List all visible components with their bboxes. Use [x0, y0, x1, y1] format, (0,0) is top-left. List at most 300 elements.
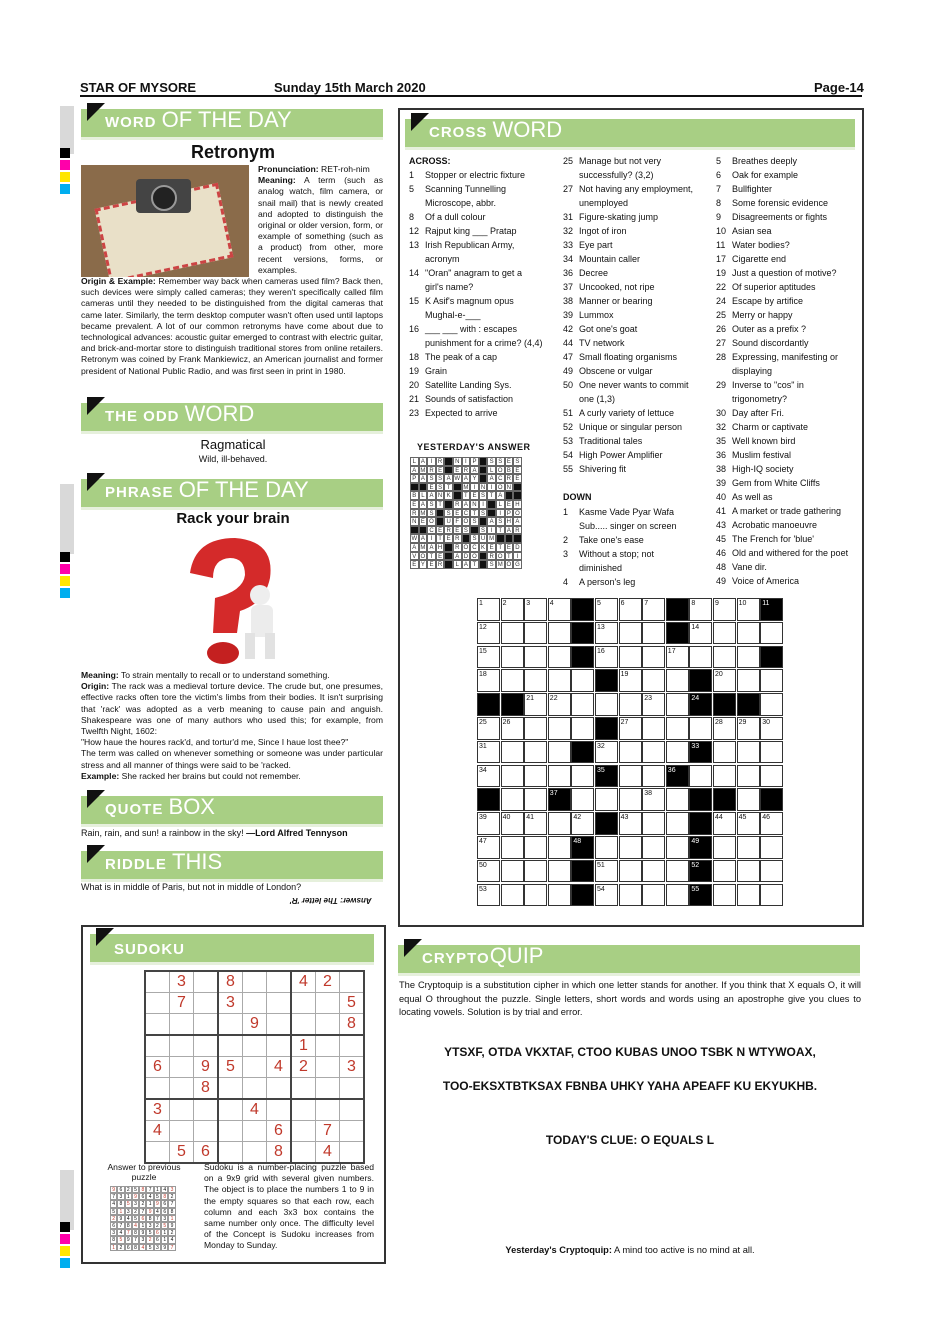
- crossword-cell[interactable]: 12: [477, 622, 500, 645]
- sudoku-cell[interactable]: [267, 1035, 292, 1057]
- clue-text: Uncooked, not ripe: [579, 282, 655, 292]
- crossword-cell[interactable]: [760, 765, 783, 788]
- crossword-cell[interactable]: [642, 836, 665, 859]
- print-band: [60, 484, 74, 554]
- crossword-cell[interactable]: [737, 669, 760, 692]
- sudoku-cell[interactable]: 8: [194, 1078, 219, 1100]
- sudoku-cell[interactable]: [218, 1035, 243, 1057]
- sudoku-cell[interactable]: [316, 1014, 340, 1036]
- crossword-cell[interactable]: [713, 646, 736, 669]
- crossword-cell[interactable]: [666, 884, 689, 907]
- clue-text: Sound discordantly: [732, 338, 809, 348]
- crossword-cell[interactable]: 17: [666, 646, 689, 669]
- mini-cell: S: [479, 509, 488, 518]
- crossword-block: 33: [689, 741, 712, 764]
- crossword-cell[interactable]: 4: [548, 598, 571, 621]
- crossword-cell[interactable]: 15: [477, 646, 500, 669]
- crossword-cell[interactable]: [713, 765, 736, 788]
- crossword-cell[interactable]: 32: [595, 741, 618, 764]
- crossword-cell[interactable]: [713, 741, 736, 764]
- sudoku-cell[interactable]: [267, 1099, 292, 1121]
- mini-cell: S: [444, 509, 453, 518]
- sudoku-cell[interactable]: [243, 1057, 267, 1078]
- mini-cell: S: [436, 474, 445, 483]
- crossword-cell[interactable]: [642, 765, 665, 788]
- sudoku-cell[interactable]: [291, 993, 316, 1014]
- cryptoquip-line1: YTSXF, OTDA VKXTAF, CTOO KUBAS UNOO TSBK N WTYWOAX,: [444, 1045, 816, 1059]
- sudoku-cell[interactable]: 4: [243, 1099, 267, 1121]
- crossword-cell[interactable]: [642, 717, 665, 740]
- sudoku-cell[interactable]: [291, 1099, 316, 1121]
- prev-sudoku-cell: 2: [168, 1193, 175, 1200]
- sudoku-cell[interactable]: [243, 1078, 267, 1100]
- crossword-cell[interactable]: 42: [571, 812, 594, 835]
- crossword-cell[interactable]: [666, 860, 689, 883]
- sudoku-cell[interactable]: 8: [218, 971, 243, 993]
- crossword-cell[interactable]: [571, 693, 594, 716]
- prev-sudoku-cell: 9: [139, 1229, 146, 1236]
- mini-cell: D: [462, 552, 471, 561]
- sudoku-cell[interactable]: 5: [170, 1142, 194, 1164]
- phrase-title: Rack your brain: [176, 510, 290, 527]
- sudoku-cell[interactable]: [218, 1078, 243, 1100]
- clue-text: Manage but not very: [579, 156, 662, 166]
- sudoku-cell[interactable]: [170, 1078, 194, 1100]
- crossword-cell[interactable]: 9: [713, 598, 736, 621]
- crossword-cell[interactable]: [713, 622, 736, 645]
- crossword-cell[interactable]: 26: [501, 717, 524, 740]
- crossword-cell[interactable]: [524, 884, 547, 907]
- crossword-cell[interactable]: [619, 646, 642, 669]
- crossword-cell[interactable]: 10: [737, 598, 760, 621]
- crossword-cell[interactable]: 22: [548, 693, 571, 716]
- crossword-cell[interactable]: [619, 741, 642, 764]
- mini-cell: P: [505, 509, 514, 518]
- crossword-cell[interactable]: [595, 836, 618, 859]
- crossword-cell[interactable]: [642, 622, 665, 645]
- clue: [563, 294, 693, 308]
- crossword-cell[interactable]: 43: [619, 812, 642, 835]
- crossword-cell[interactable]: [501, 741, 524, 764]
- crossword-cell[interactable]: 44: [713, 812, 736, 835]
- crossword-cell[interactable]: [501, 646, 524, 669]
- sudoku-cell[interactable]: [267, 1014, 292, 1036]
- crossword-cell[interactable]: 53: [477, 884, 500, 907]
- mini-cell: [479, 466, 488, 475]
- crossword-cell[interactable]: 40: [501, 812, 524, 835]
- prev-sudoku-cell: 1: [154, 1186, 161, 1193]
- crossword-cell[interactable]: [737, 622, 760, 645]
- crossword-cell[interactable]: [524, 669, 547, 692]
- crossword-cell[interactable]: 27: [619, 717, 642, 740]
- crossword-cell[interactable]: [501, 622, 524, 645]
- sudoku-cell[interactable]: [218, 1142, 243, 1164]
- sudoku-cell[interactable]: 8: [267, 1142, 292, 1164]
- clue-number: 32: [716, 422, 727, 432]
- crossword-cell[interactable]: [737, 884, 760, 907]
- sudoku-cell[interactable]: [194, 993, 219, 1014]
- crossword-cell[interactable]: [595, 788, 618, 811]
- mini-cell: N: [453, 457, 462, 466]
- sudoku-cell[interactable]: [340, 1035, 365, 1057]
- crossword-cell[interactable]: 14: [689, 622, 712, 645]
- sudoku-cell[interactable]: [145, 1035, 170, 1057]
- crossword-cell[interactable]: [689, 717, 712, 740]
- crossword-cell[interactable]: [619, 884, 642, 907]
- crossword-cell[interactable]: 3: [524, 598, 547, 621]
- sudoku-cell[interactable]: 1: [291, 1035, 316, 1057]
- sudoku-cell[interactable]: [340, 1099, 365, 1121]
- clue: [409, 280, 543, 294]
- clue-number: 23: [409, 408, 420, 418]
- crossword-cell[interactable]: [524, 788, 547, 811]
- mini-cell: N: [436, 491, 445, 500]
- prev-sudoku-cell: 8: [132, 1229, 139, 1236]
- clue-number: 18: [409, 352, 420, 362]
- mini-cell: [453, 491, 462, 500]
- mini-cell: W: [454, 476, 461, 483]
- prev-sudoku-cell: 4: [110, 1200, 117, 1207]
- sudoku-cell[interactable]: [267, 993, 292, 1014]
- sudoku-cell[interactable]: [243, 1121, 267, 1142]
- crossword-cell[interactable]: 50: [477, 860, 500, 883]
- sudoku-cell[interactable]: [340, 1078, 365, 1100]
- sudoku-cell[interactable]: [340, 1142, 365, 1164]
- crossword-cell[interactable]: [571, 669, 594, 692]
- down-label: DOWN: [563, 492, 592, 502]
- sudoku-cell[interactable]: 4: [291, 971, 316, 993]
- sudoku-cell[interactable]: 6: [267, 1121, 292, 1142]
- sudoku-cell[interactable]: [145, 993, 170, 1014]
- clue: [716, 182, 848, 196]
- crossword-cell[interactable]: 45: [737, 812, 760, 835]
- sudoku-cell[interactable]: 4: [267, 1057, 292, 1078]
- sudoku-cell[interactable]: 5: [340, 993, 365, 1014]
- crossword-cell[interactable]: [548, 884, 571, 907]
- sudoku-cell[interactable]: [316, 993, 340, 1014]
- sudoku-cell[interactable]: [170, 1121, 194, 1142]
- crossword-cell[interactable]: [571, 765, 594, 788]
- crossword-cell[interactable]: 47: [477, 836, 500, 859]
- crossword-cell[interactable]: 2: [501, 598, 524, 621]
- clue-text: trigonometry?: [732, 394, 788, 404]
- crossword-cell[interactable]: [619, 765, 642, 788]
- down-clues-1: [563, 505, 677, 589]
- crossword-cell[interactable]: 7: [642, 598, 665, 621]
- clue: [409, 378, 543, 392]
- cryptoquip-intro: The Cryptoquip is a substitution cipher in which one letter stands for another. If you think that X equals O, it will equal O throughout the puzzle. Single letters, short words and words using an apostrophe give you clues to locating vowels. Solution is by trial and error.: [399, 980, 861, 1017]
- sudoku-cell[interactable]: 6: [145, 1057, 170, 1078]
- crossword-cell[interactable]: 13: [595, 622, 618, 645]
- crossword-cell[interactable]: 34: [477, 765, 500, 788]
- sudoku-cell[interactable]: 7: [316, 1121, 340, 1142]
- clue-text: "Oran" anagram to get a: [425, 268, 522, 278]
- across-clues-2: [563, 154, 693, 476]
- sudoku-cell[interactable]: [218, 1014, 243, 1036]
- mini-cell: N: [410, 517, 419, 526]
- mini-cell: C: [462, 509, 471, 518]
- crossword-cell[interactable]: 30: [760, 717, 783, 740]
- clue-text: Lummox: [579, 310, 614, 320]
- clue: [716, 322, 848, 336]
- crossword-block: 11: [760, 598, 783, 621]
- crossword-cell[interactable]: [760, 622, 783, 645]
- crossword-cell[interactable]: [548, 622, 571, 645]
- crossword-cell[interactable]: [501, 765, 524, 788]
- prev-sudoku-cell: 3: [132, 1200, 139, 1207]
- clue: [716, 294, 848, 308]
- crossword-cell[interactable]: [666, 741, 689, 764]
- crossword-cell[interactable]: [642, 884, 665, 907]
- sudoku-cell[interactable]: [194, 971, 219, 993]
- sudoku-cell[interactable]: [316, 1099, 340, 1121]
- sudoku-cell[interactable]: [291, 1014, 316, 1036]
- crossword-cell[interactable]: [501, 860, 524, 883]
- sudoku-cell[interactable]: [145, 1014, 170, 1036]
- prev-sudoku-cell: 1: [117, 1208, 124, 1215]
- sudoku-cell[interactable]: [267, 971, 292, 993]
- mini-cell: E: [505, 500, 514, 509]
- crossword-cell[interactable]: [619, 836, 642, 859]
- crossword-cell[interactable]: 31: [477, 741, 500, 764]
- clue: [716, 532, 848, 546]
- prev-sudoku-cell: 9: [168, 1222, 175, 1229]
- crossword-cell[interactable]: [524, 646, 547, 669]
- crossword-cell[interactable]: [737, 741, 760, 764]
- sudoku-cell[interactable]: [267, 1078, 292, 1100]
- clue: [563, 406, 693, 420]
- crossword-cell[interactable]: [760, 884, 783, 907]
- sudoku-cell[interactable]: [340, 1121, 365, 1142]
- crossword-cell[interactable]: 46: [760, 812, 783, 835]
- crossword-cell[interactable]: [737, 765, 760, 788]
- crossword-cell[interactable]: 21: [524, 693, 547, 716]
- crossword-cell[interactable]: [642, 812, 665, 835]
- crossword-cell[interactable]: [642, 646, 665, 669]
- crossword-cell[interactable]: [642, 741, 665, 764]
- sudoku-cell[interactable]: 3: [145, 1099, 170, 1121]
- crossword-cell[interactable]: [524, 717, 547, 740]
- mini-cell: [513, 483, 522, 492]
- crossword-cell[interactable]: [666, 812, 689, 835]
- sudoku-cell[interactable]: [218, 1099, 243, 1121]
- sudoku-cell[interactable]: [170, 1057, 194, 1078]
- crossword-cell[interactable]: 38: [642, 788, 665, 811]
- crossword-cell[interactable]: [501, 669, 524, 692]
- prev-sudoku-cell: 4: [139, 1244, 146, 1251]
- crossword-cell[interactable]: [595, 693, 618, 716]
- mini-cell: O: [497, 484, 503, 491]
- sudoku-cell[interactable]: 6: [194, 1142, 219, 1164]
- mini-cell: R: [410, 509, 419, 518]
- crossword-cell[interactable]: 19: [619, 669, 642, 692]
- across-clues-1: [409, 168, 543, 420]
- sudoku-cell[interactable]: 3: [340, 1057, 365, 1078]
- prev-sudoku-cell: 7: [146, 1186, 153, 1193]
- clue-text: Scanning Tunnelling: [425, 184, 507, 194]
- crossword-cell[interactable]: [760, 693, 783, 716]
- crossword-cell[interactable]: 39: [477, 812, 500, 835]
- sudoku-cell[interactable]: [291, 1078, 316, 1100]
- crossword-cell[interactable]: [713, 860, 736, 883]
- crossword-cell[interactable]: [548, 812, 571, 835]
- crossword-cell[interactable]: [666, 836, 689, 859]
- crossword-cell[interactable]: [737, 788, 760, 811]
- sudoku-cell[interactable]: [316, 1057, 340, 1078]
- crossword-cell[interactable]: 29: [737, 717, 760, 740]
- crossword-cell[interactable]: [666, 693, 689, 716]
- sudoku-cell[interactable]: [316, 1078, 340, 1100]
- mini-cell: [496, 534, 505, 543]
- sudoku-cell[interactable]: 4: [145, 1121, 170, 1142]
- crossword-cell[interactable]: [689, 646, 712, 669]
- sudoku-cell[interactable]: [291, 1121, 316, 1142]
- clue-number: 25: [563, 156, 574, 166]
- clue-number: 47: [563, 352, 574, 362]
- crossword-block: [760, 788, 783, 811]
- crossword-cell[interactable]: 5: [595, 598, 618, 621]
- sudoku-cell[interactable]: 3: [218, 993, 243, 1014]
- crossword-cell[interactable]: [524, 765, 547, 788]
- sudoku-cell[interactable]: [170, 1099, 194, 1121]
- sudoku-cell[interactable]: 8: [340, 1014, 365, 1036]
- sudoku-cell[interactable]: [194, 1014, 219, 1036]
- sudoku-cell[interactable]: [291, 1142, 316, 1164]
- crossword-cell[interactable]: [642, 860, 665, 883]
- sudoku-cell[interactable]: [243, 1142, 267, 1164]
- sudoku-cell[interactable]: 9: [243, 1014, 267, 1036]
- crossword-cell[interactable]: [760, 741, 783, 764]
- crossword-cell[interactable]: [737, 836, 760, 859]
- prev-sudoku-cell: 6: [154, 1229, 161, 1236]
- crossword-banner: CROSS WORD: [405, 119, 855, 150]
- crossword-cell[interactable]: 51: [595, 860, 618, 883]
- sudoku-cell[interactable]: [340, 971, 365, 993]
- crossword-cell[interactable]: 8: [689, 598, 712, 621]
- cryptoquip-line2: TOO-EKSXTBTKSAX FBNBA UHKY YAHA APEAFF KU EKYUKHB.: [442, 1079, 818, 1093]
- crossword-cell[interactable]: [501, 836, 524, 859]
- mini-cell: S: [462, 526, 471, 535]
- sudoku-cell[interactable]: 5: [218, 1057, 243, 1078]
- sudoku-cell[interactable]: 9: [194, 1057, 219, 1078]
- crossword-cell[interactable]: 23: [642, 693, 665, 716]
- sudoku-cell[interactable]: 2: [291, 1057, 316, 1078]
- crossword-cell[interactable]: [548, 646, 571, 669]
- crossword-cell[interactable]: 1: [477, 598, 500, 621]
- sudoku-cell[interactable]: [145, 1078, 170, 1100]
- crossword-cell[interactable]: [571, 788, 594, 811]
- sudoku-cell[interactable]: [243, 1035, 267, 1057]
- crossword-cell[interactable]: [501, 884, 524, 907]
- sudoku-cell[interactable]: [145, 971, 170, 993]
- crossword-cell[interactable]: [619, 693, 642, 716]
- crossword-cell[interactable]: 41: [524, 812, 547, 835]
- sudoku-cell[interactable]: [194, 1121, 219, 1142]
- clue: [563, 224, 693, 238]
- sudoku-cell[interactable]: 2: [316, 971, 340, 993]
- sudoku-cell[interactable]: [243, 993, 267, 1014]
- sudoku-cell[interactable]: 3: [170, 971, 194, 993]
- sudoku-cell[interactable]: [243, 971, 267, 993]
- crossword-cell[interactable]: [571, 717, 594, 740]
- sudoku-cell[interactable]: [218, 1121, 243, 1142]
- crossword-cell[interactable]: 25: [477, 717, 500, 740]
- prev-sudoku-cell: 4: [146, 1193, 153, 1200]
- mini-cell: [479, 517, 488, 526]
- crossword-cell[interactable]: [666, 669, 689, 692]
- crossword-cell[interactable]: [689, 765, 712, 788]
- sudoku-cell[interactable]: [316, 1035, 340, 1057]
- crossword-cell[interactable]: [666, 717, 689, 740]
- crossword-block: [689, 812, 712, 835]
- crossword-cell[interactable]: [619, 622, 642, 645]
- prev-sudoku-cell: 7: [168, 1244, 175, 1251]
- crossword-cell[interactable]: [524, 622, 547, 645]
- crossword-cell[interactable]: [524, 860, 547, 883]
- crossword-cell[interactable]: [737, 646, 760, 669]
- mini-cell: S: [487, 457, 496, 466]
- mini-cell: T: [505, 552, 514, 561]
- crossword-cell[interactable]: [524, 836, 547, 859]
- clue-text: Satellite Landing Sys.: [425, 380, 512, 390]
- word-title: Retronym: [190, 142, 275, 162]
- crossword-cell[interactable]: [619, 788, 642, 811]
- crossword-cell[interactable]: [524, 741, 547, 764]
- prev-sudoku-cell: 3: [161, 1215, 168, 1222]
- clue-number: 21: [409, 394, 420, 404]
- crossword-cell[interactable]: 54: [595, 884, 618, 907]
- crossword-cell[interactable]: [548, 836, 571, 859]
- crossword-cell[interactable]: [501, 788, 524, 811]
- crossword-cell[interactable]: [713, 836, 736, 859]
- clue-text: Mughal-e-___: [425, 310, 481, 320]
- crossword-cell[interactable]: [548, 765, 571, 788]
- clue-text: Some forensic evidence: [732, 198, 829, 208]
- clue: [716, 210, 848, 224]
- clue: [409, 322, 543, 336]
- crossword-cell[interactable]: [760, 836, 783, 859]
- clue-text: Microscope, abbr.: [425, 198, 497, 208]
- crossword-cell[interactable]: [760, 860, 783, 883]
- mini-cell: P: [410, 474, 419, 483]
- sudoku-cell[interactable]: [170, 1014, 194, 1036]
- crossword-cell[interactable]: 16: [595, 646, 618, 669]
- crossword-cell[interactable]: 6: [619, 598, 642, 621]
- sudoku-cell[interactable]: [170, 1035, 194, 1057]
- crossword-cell[interactable]: [548, 717, 571, 740]
- prev-sudoku-cell: 9: [132, 1193, 139, 1200]
- sudoku-cell[interactable]: 7: [170, 993, 194, 1014]
- sudoku-cell[interactable]: [194, 1099, 219, 1121]
- crossword-cell[interactable]: [642, 669, 665, 692]
- crossword-cell[interactable]: [737, 860, 760, 883]
- crossword-cell[interactable]: [666, 788, 689, 811]
- crossword-cell[interactable]: [548, 860, 571, 883]
- sudoku-cell[interactable]: 4: [316, 1142, 340, 1164]
- prev-sudoku-cell: 3: [117, 1193, 124, 1200]
- crossword-cell[interactable]: 28: [713, 717, 736, 740]
- crossword-cell[interactable]: [760, 669, 783, 692]
- mini-cell: E: [444, 534, 453, 543]
- sudoku-cell[interactable]: [194, 1035, 219, 1057]
- crossword-cell[interactable]: [548, 741, 571, 764]
- crossword-cell[interactable]: 20: [713, 669, 736, 692]
- crossword-cell[interactable]: [548, 669, 571, 692]
- crossword-cell[interactable]: [713, 884, 736, 907]
- crossword-cell[interactable]: [619, 860, 642, 883]
- sudoku-cell[interactable]: [145, 1142, 170, 1164]
- crossword-cell[interactable]: 18: [477, 669, 500, 692]
